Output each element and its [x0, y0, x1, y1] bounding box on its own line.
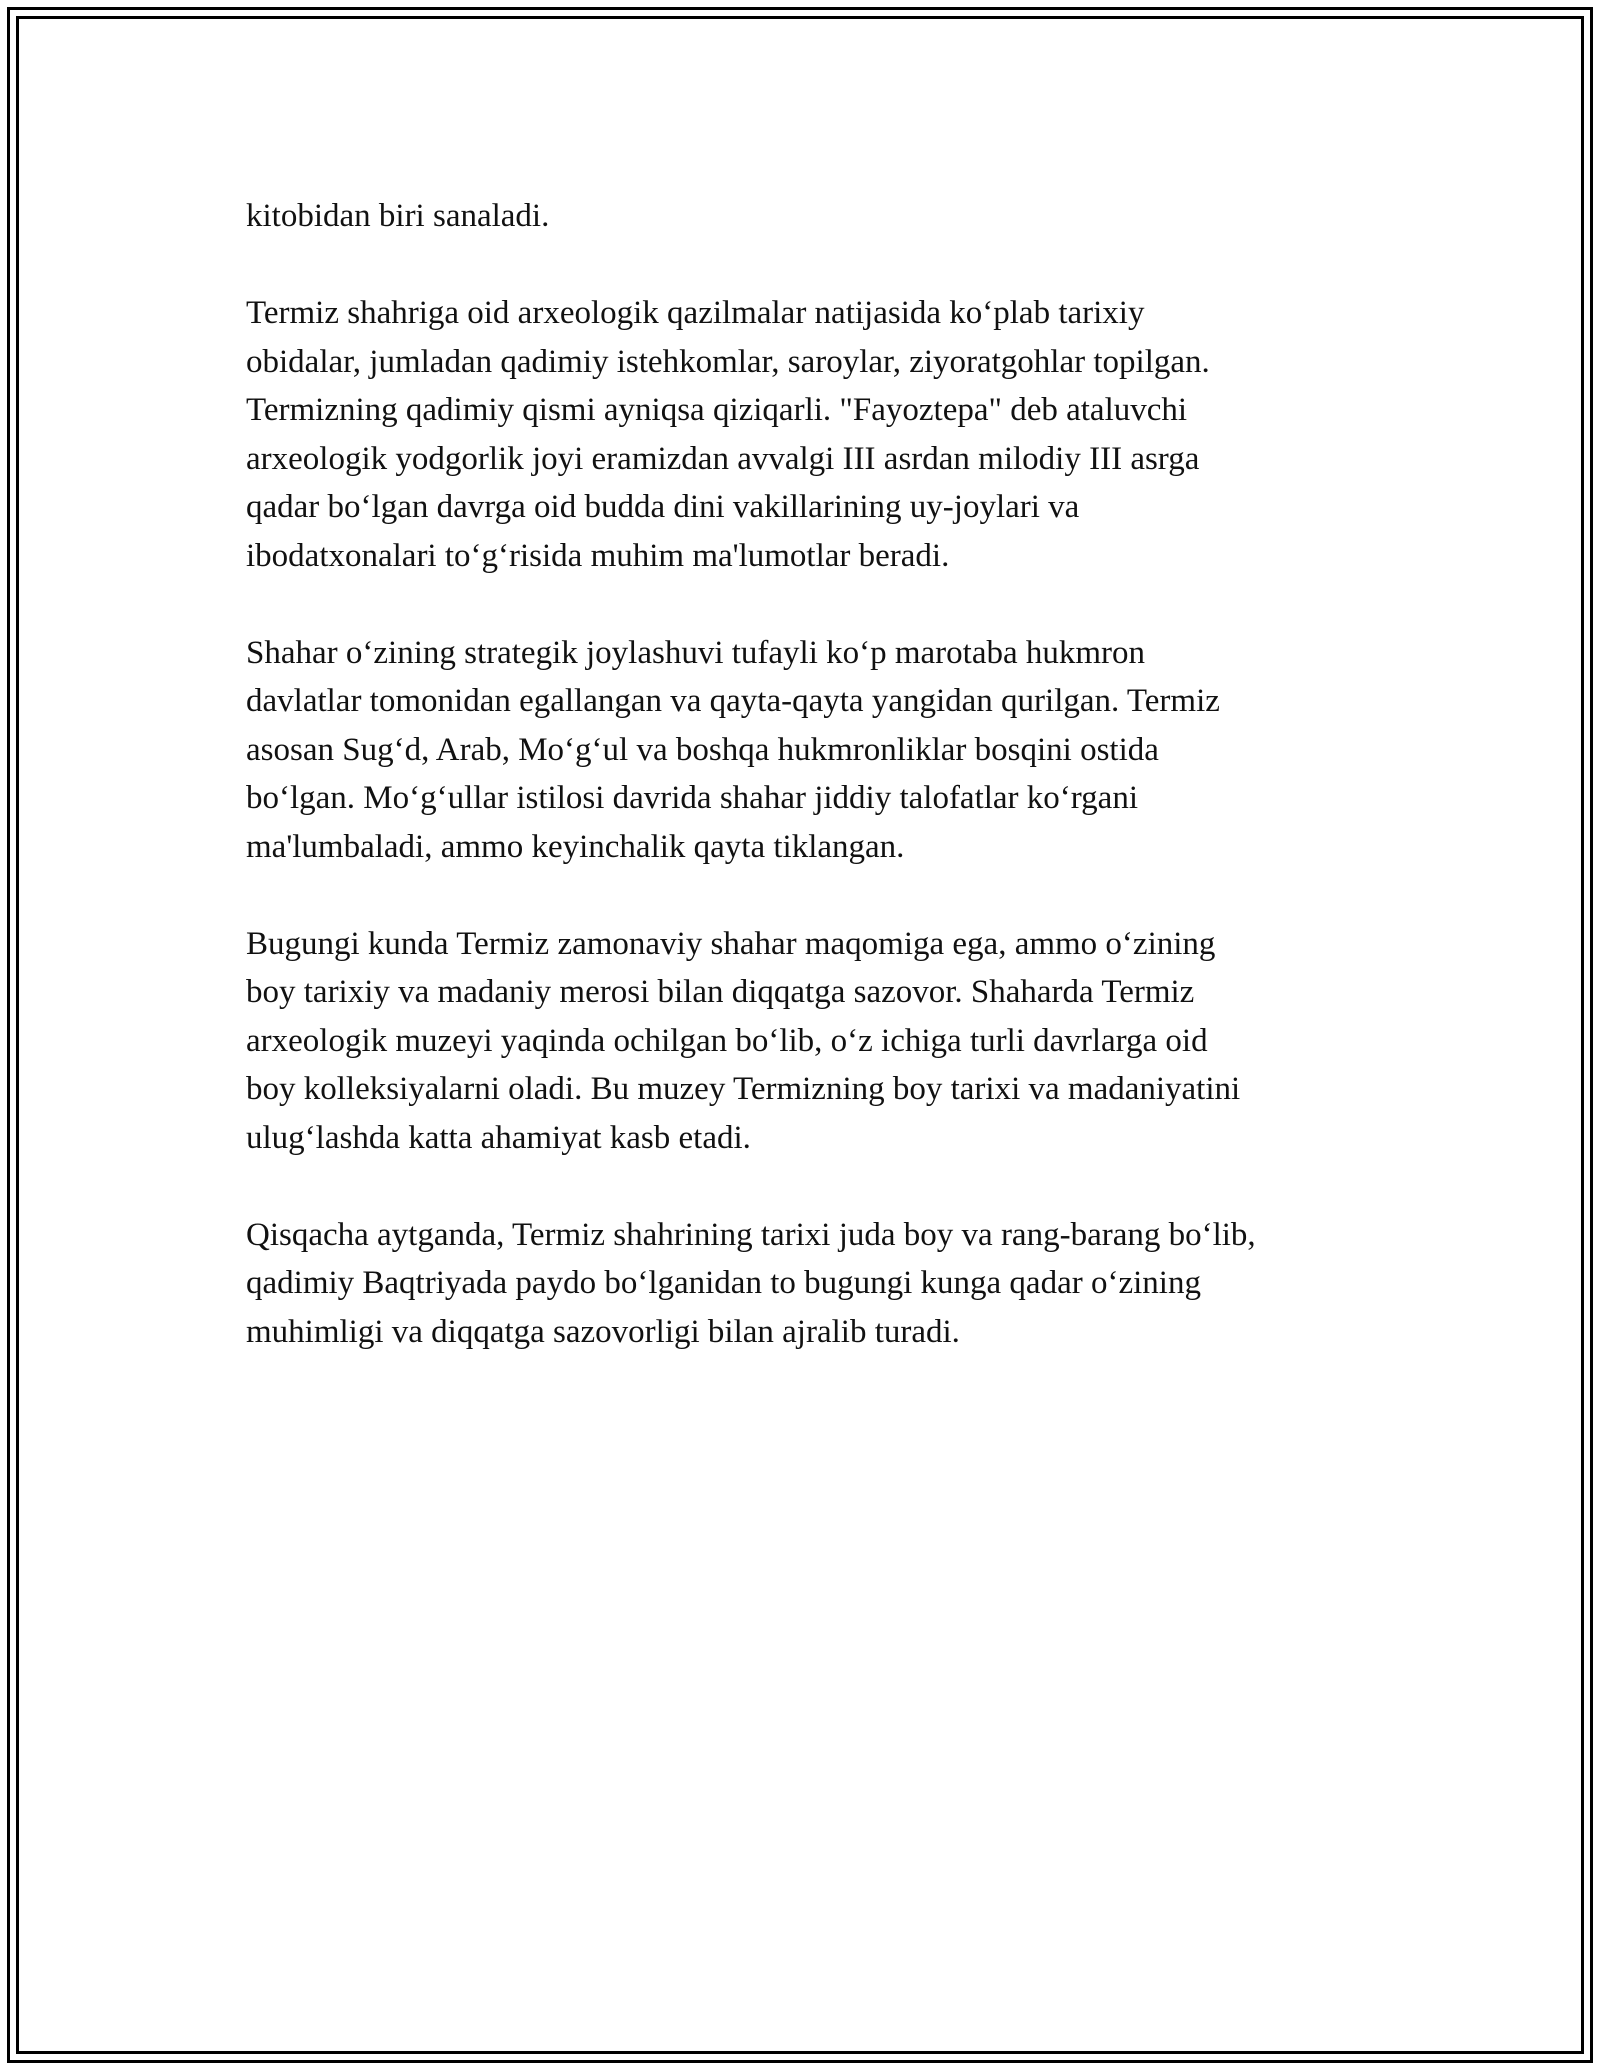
paragraph-4: Bugungi kunda Termiz zamonaviy shahar maqomiga ega, ammo oʻzining boy tarixiy va madaniy merosi bilan diqqatga sazovor. Shaharda Termiz arxeologik muzeyi yaqinda ochilgan boʻlib, oʻz ichiga turli davrlarga oid boy kolleksiyalarni oladi. Bu muzey Termizning boy tarixi va madaniyatini ulugʻlashda katta ahamiyat kasb etadi.	[246, 925, 1241, 1156]
paragraph-5: Qisqacha aytganda, Termiz shahrining tarixi juda boy va rang-barang boʻlib, qadimiy Baqtriyada paydo boʻlganidan to bugungi kunga qadar oʻzining muhimligi va diqqatga sazovorligi bilan ajralib turadi.	[246, 1216, 1256, 1350]
document-body	[246, 192, 1396, 1356]
paragraph-3: Shahar oʻzining strategik joylashuvi tufayli koʻp marotaba hukmron davlatlar tomonidan egallangan va qayta-qayta yangidan qurilgan. Termiz asosan Sugʻd, Arab, Moʻgʻul va boshqa hukmronliklar bosqini ostida boʻlgan. Moʻgʻullar istilosi davrida shahar jiddiy talofatlar koʻrgani ma'lumbaladi, ammo keyinchalik qayta tiklangan.	[246, 634, 1220, 865]
page-frame	[7, 7, 1593, 2063]
paragraph-1: kitobidan biri sanaladi.	[246, 198, 550, 234]
paragraph-2: Termiz shahriga oid arxeologik qazilmalar natijasida koʻplab tarixiy obidalar, jumladan qadimiy istehkomlar, saroylar, ziyoratgohlar topilgan. Termizning qadimiy qismi ayniqsa qiziqarli. "Fayoztepa" deb ataluvchi arxeologik yodgorlik joyi eramizdan avvalgi III asrdan milodiy III asrga qadar boʻlgan davrga oid budda dini vakillarining uy-joylari va ibodatxonalari toʻgʻrisida muhim ma'lumotlar beradi.	[246, 295, 1210, 574]
